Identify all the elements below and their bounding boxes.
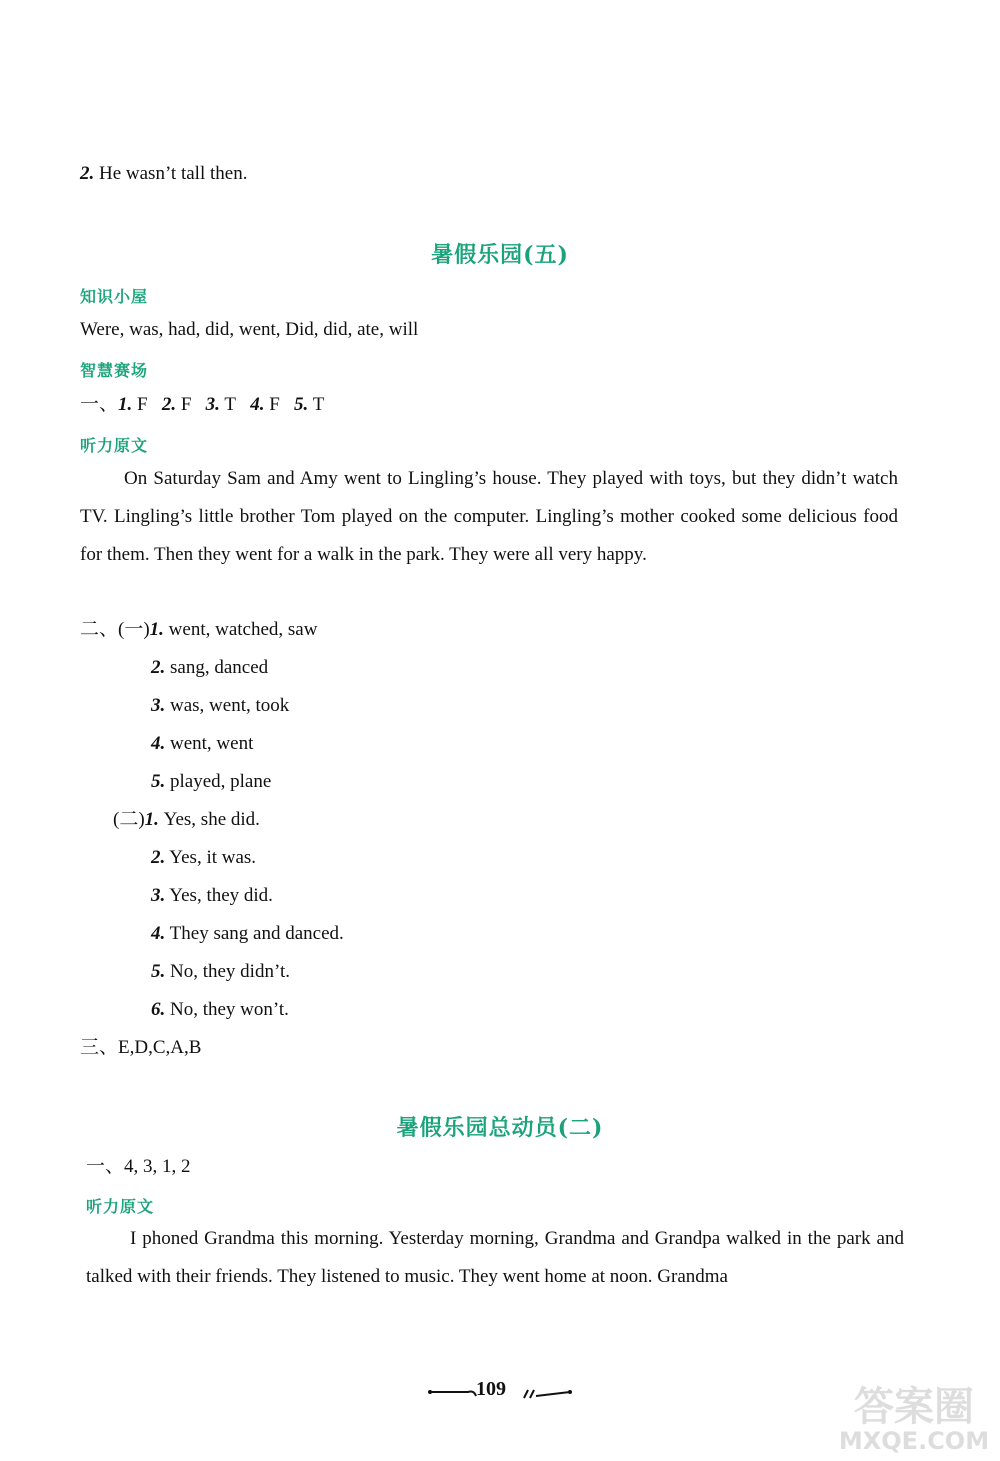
review-part1-answer bbox=[86, 1155, 191, 1179]
item-answer: F bbox=[137, 394, 148, 415]
part2-sub2-item bbox=[151, 884, 273, 908]
item-number: 1. bbox=[144, 809, 159, 830]
item-answer: T bbox=[224, 394, 236, 415]
item-number: 3. bbox=[151, 885, 166, 906]
knowledge-answer: Were, was, had, did, went, Did, did, ate, will bbox=[80, 319, 419, 340]
item-number: 1. bbox=[118, 394, 133, 415]
item-answer: No, they won’t. bbox=[170, 999, 289, 1020]
part-prefix: 三、 bbox=[80, 1037, 119, 1058]
part-prefix: 二、 bbox=[80, 619, 119, 640]
watermark-en: MXQE.COM bbox=[838, 1427, 990, 1455]
part1-answers bbox=[80, 393, 324, 417]
part2-sub2-item bbox=[151, 846, 256, 870]
answer-text: He wasn’t tall then. bbox=[99, 163, 248, 184]
part2-sub1-item bbox=[80, 618, 317, 642]
item-number: 4. bbox=[151, 733, 166, 754]
listening-heading: 听力原文 bbox=[80, 436, 149, 455]
item-number: 4. bbox=[151, 923, 166, 944]
sub-label: (二) bbox=[113, 809, 145, 830]
item-number: 5. bbox=[151, 961, 166, 982]
item-answer: No, they didn’t. bbox=[170, 961, 290, 982]
item-number: 2. bbox=[151, 657, 166, 678]
part2-sub1-item bbox=[151, 656, 268, 680]
item-answer: went, watched, saw bbox=[168, 619, 318, 640]
listening-transcript: I phoned Grandma this morning. Yesterday morning, Grandma and Grandpa walked in the park and talked with their friends. They listened to music. They went home at noon. Grandma bbox=[86, 1228, 904, 1287]
wisdom-heading: 智慧赛场 bbox=[80, 361, 149, 380]
listening-transcript: On Saturday Sam and Amy went to Lingling’s house. They played with toys, but they didn’t watch TV. Lingling’s little brother Tom played on the computer. Lingling’s mother cooked some delicious food for them. Then they went for a walk in the park. They were all very happy. bbox=[80, 468, 898, 565]
part-prefix: 一、 bbox=[86, 1156, 125, 1177]
part2-sub2-item bbox=[151, 960, 290, 984]
item-answer: They sang and danced. bbox=[169, 923, 344, 944]
part2-sub2-item bbox=[151, 998, 289, 1022]
part2-sub2-item bbox=[113, 808, 260, 832]
part2-sub1-item bbox=[151, 694, 289, 718]
item-number: 2. bbox=[151, 847, 166, 868]
page-number-text: 109 bbox=[476, 1378, 506, 1400]
item-number: 2. bbox=[161, 394, 177, 415]
item-number: 5. bbox=[151, 771, 166, 792]
item-number: 6. bbox=[151, 999, 166, 1020]
item-number: 4. bbox=[250, 394, 265, 415]
part-prefix: 一、 bbox=[80, 394, 119, 415]
item-answer: went, went bbox=[170, 733, 254, 754]
knowledge-heading: 知识小屋 bbox=[80, 287, 149, 306]
section-title: 暑假乐园总动员(二) bbox=[396, 1115, 604, 1141]
listening-heading: 听力原文 bbox=[86, 1197, 155, 1216]
part3-answer bbox=[80, 1036, 201, 1060]
item-answer: T bbox=[312, 394, 325, 415]
item-answer: played, plane bbox=[170, 771, 272, 792]
item-answer: Yes, she did. bbox=[163, 809, 260, 830]
watermark-cn: 答案圈 bbox=[854, 1384, 974, 1430]
item-answer: Yes, it was. bbox=[169, 847, 257, 868]
item-answer: Yes, they did. bbox=[169, 885, 273, 906]
item-answer: F bbox=[180, 394, 192, 415]
item-answer: 4, 3, 1, 2 bbox=[124, 1156, 191, 1177]
page-number bbox=[428, 1376, 572, 1406]
item-number: 3. bbox=[205, 394, 220, 415]
item-number: 5. bbox=[294, 394, 309, 415]
item-number: 2. bbox=[80, 163, 95, 184]
watermark bbox=[828, 1375, 1000, 1461]
item-answer: was, went, took bbox=[170, 695, 290, 716]
item-answer: sang, danced bbox=[170, 657, 269, 678]
answer-line bbox=[80, 162, 247, 186]
item-answer: F bbox=[269, 394, 280, 415]
item-number: 3. bbox=[151, 695, 166, 716]
item-answer: E,D,C,A,B bbox=[118, 1037, 202, 1058]
part2-sub1-item bbox=[151, 732, 253, 756]
item-number: 1. bbox=[149, 619, 164, 640]
part2-sub1-item bbox=[151, 770, 271, 794]
part2-sub2-item bbox=[151, 922, 344, 946]
sub-label: (一) bbox=[118, 619, 150, 640]
section-title: 暑假乐园(五) bbox=[431, 242, 569, 268]
